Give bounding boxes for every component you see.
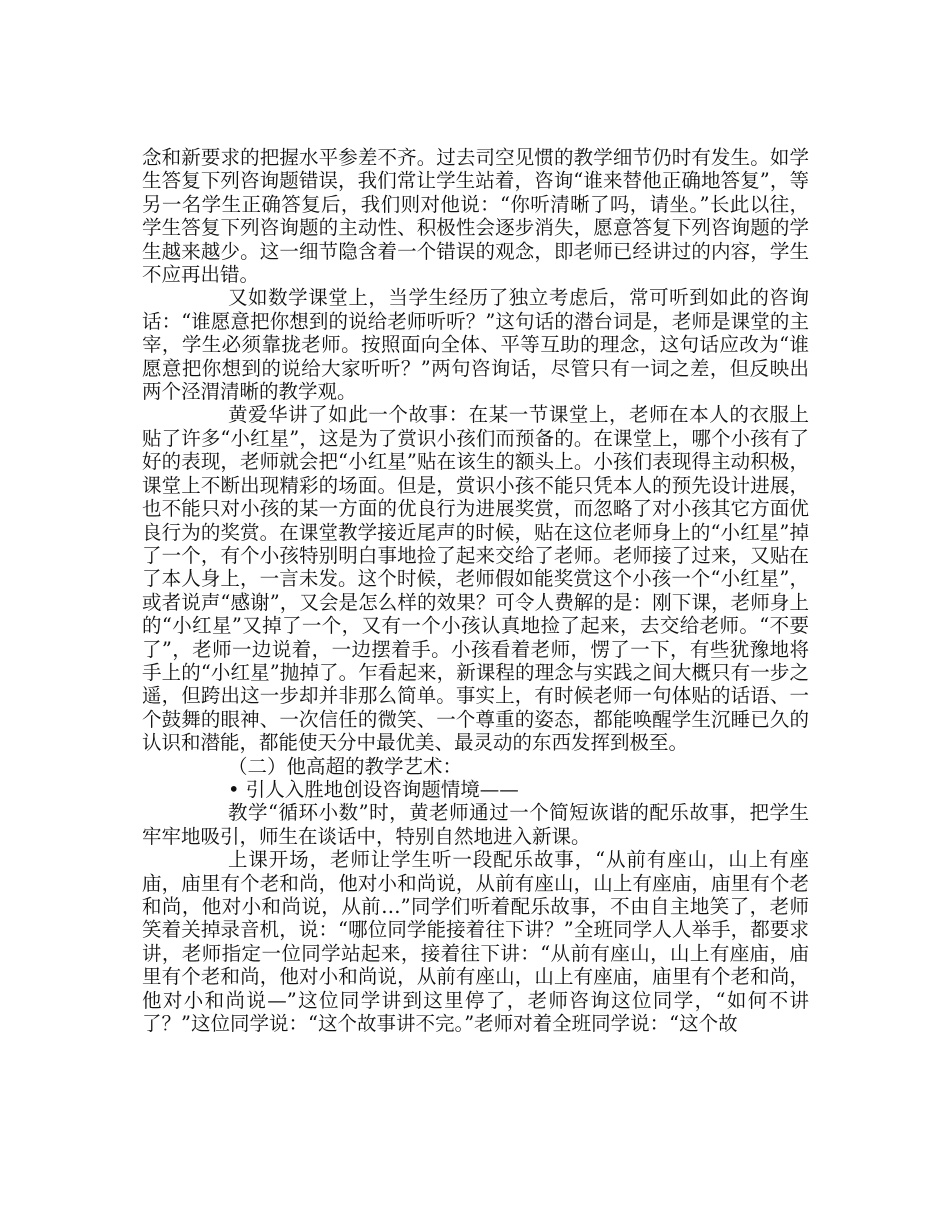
paragraph-red-star-story: 黄爱华讲了如此一个故事：在某一节课堂上，老师在本人的衣服上贴了许多“小红星”，这是为了赏识小孩们而预备的。在课堂上，哪个小孩有了好的表现，老师就会把“小红星”贴在该生的额头上。小孩们表现得主动积极，课堂上不断出现精彩的场面。但是，赏识小孩不能只凭本人的预先设计进展，也不能只对小孩的某一方面的优良行为进展奖赏，而忽略了对小孩其它方面优良行为的奖赏。在课堂教学接近尾声的时候，贴在这位老师身上的“小红星”掉了一个，有个小孩特别明白事地捡了起来交给了老师。老师接了过来，又贴在了本人身上，一言未发。这个时候，老师假如能奖赏这个小孩一个“小红星”，或者说声“感谢”，又会是怎么样的效果？可令人费解的是：刚下课，老师身上的“小红星”又掉了一个，又有一个小孩认真地捡了起来，去交给老师。“不要了”，老师一边说着，一边摆着手。小孩看着老师，愣了一下，有些犹豫地将手上的“小红星”抛掉了。乍看起来，新课程的理念与实践之间大概只有一步之遥，但跨出这一步却并非那么简单。事实上，有时候老师一句体贴的话语、一个鼓舞的眼神、一次信任的微笑、一个尊重的姿态，都能唤醒学生沉睡已久的认识和潜能，都能使天分中最优美、最灵动的东西发挥到极至。	[142, 403, 809, 755]
paragraph-recurring-decimal: 教学“循环小数”时，黄老师通过一个简短诙谐的配乐故事，把学生牢牢地吸引，师生在谈话中，特别自然地进入新课。	[142, 801, 809, 848]
bullet-problem-situation: • 引人入胜地创设咨询题情境——	[228, 777, 519, 801]
document-body	[142, 146, 809, 1035]
section-heading-teaching-art: （二）他高超的教学艺术：	[228, 754, 463, 778]
paragraph-music-story: 上课开场，老师让学生听一段配乐故事，“从前有座山，山上有座庙，庙里有个老和尚，他对小和尚说，从前有座山，山上有座庙，庙里有个老和尚，他对小和尚说，从前…”同学们听着配乐故事，不由自主地笑了，老师笑着关掉录音机，说：“哪位同学能接着往下讲？”全班同学人人举手，都要求讲，老师指定一位同学站起来，接着往下讲：“从前有座山，山上有座庙，庙里有个老和尚，他对小和尚说，从前有座山，山上有座庙，庙里有个老和尚，他对小和尚说—”这位同学讲到这里停了，老师咨询这位同学，“如何不讲了？”这位同学说：“这个故事讲不完。”老师对着全班同学说：“这个故	[142, 848, 809, 1036]
paragraph-math-class-question: 又如数学课堂上，当学生经历了独立考虑后，常可听到如此的咨询话：“谁愿意把你想到的说给老师听听？”这句话的潜台词是，老师是课堂的主宰，学生必须靠拢老师。按照面向全体、平等互助的理念，这句话应改为“谁愿意把你想到的说给大家听听？”两句咨询话，尽管只有一词之差，但反映出两个泾渭清晰的教学观。	[142, 286, 809, 404]
paragraph-continuation: 念和新要求的把握水平参差不齐。过去司空见惯的教学细节仍时有发生。如学生答复下列咨询题错误，我们常让学生站着，咨询“谁来替他正确地答复”，等另一名学生正确答复后，我们则对他说：“你听清晰了吗，请坐。”长此以往，学生答复下列咨询题的主动性、积极性会逐步消失，愿意答复下列咨询题的学生越来越少。这一细节隐含着一个错误的观念，即老师已经讲过的内容，学生不应再出错。	[142, 146, 809, 287]
